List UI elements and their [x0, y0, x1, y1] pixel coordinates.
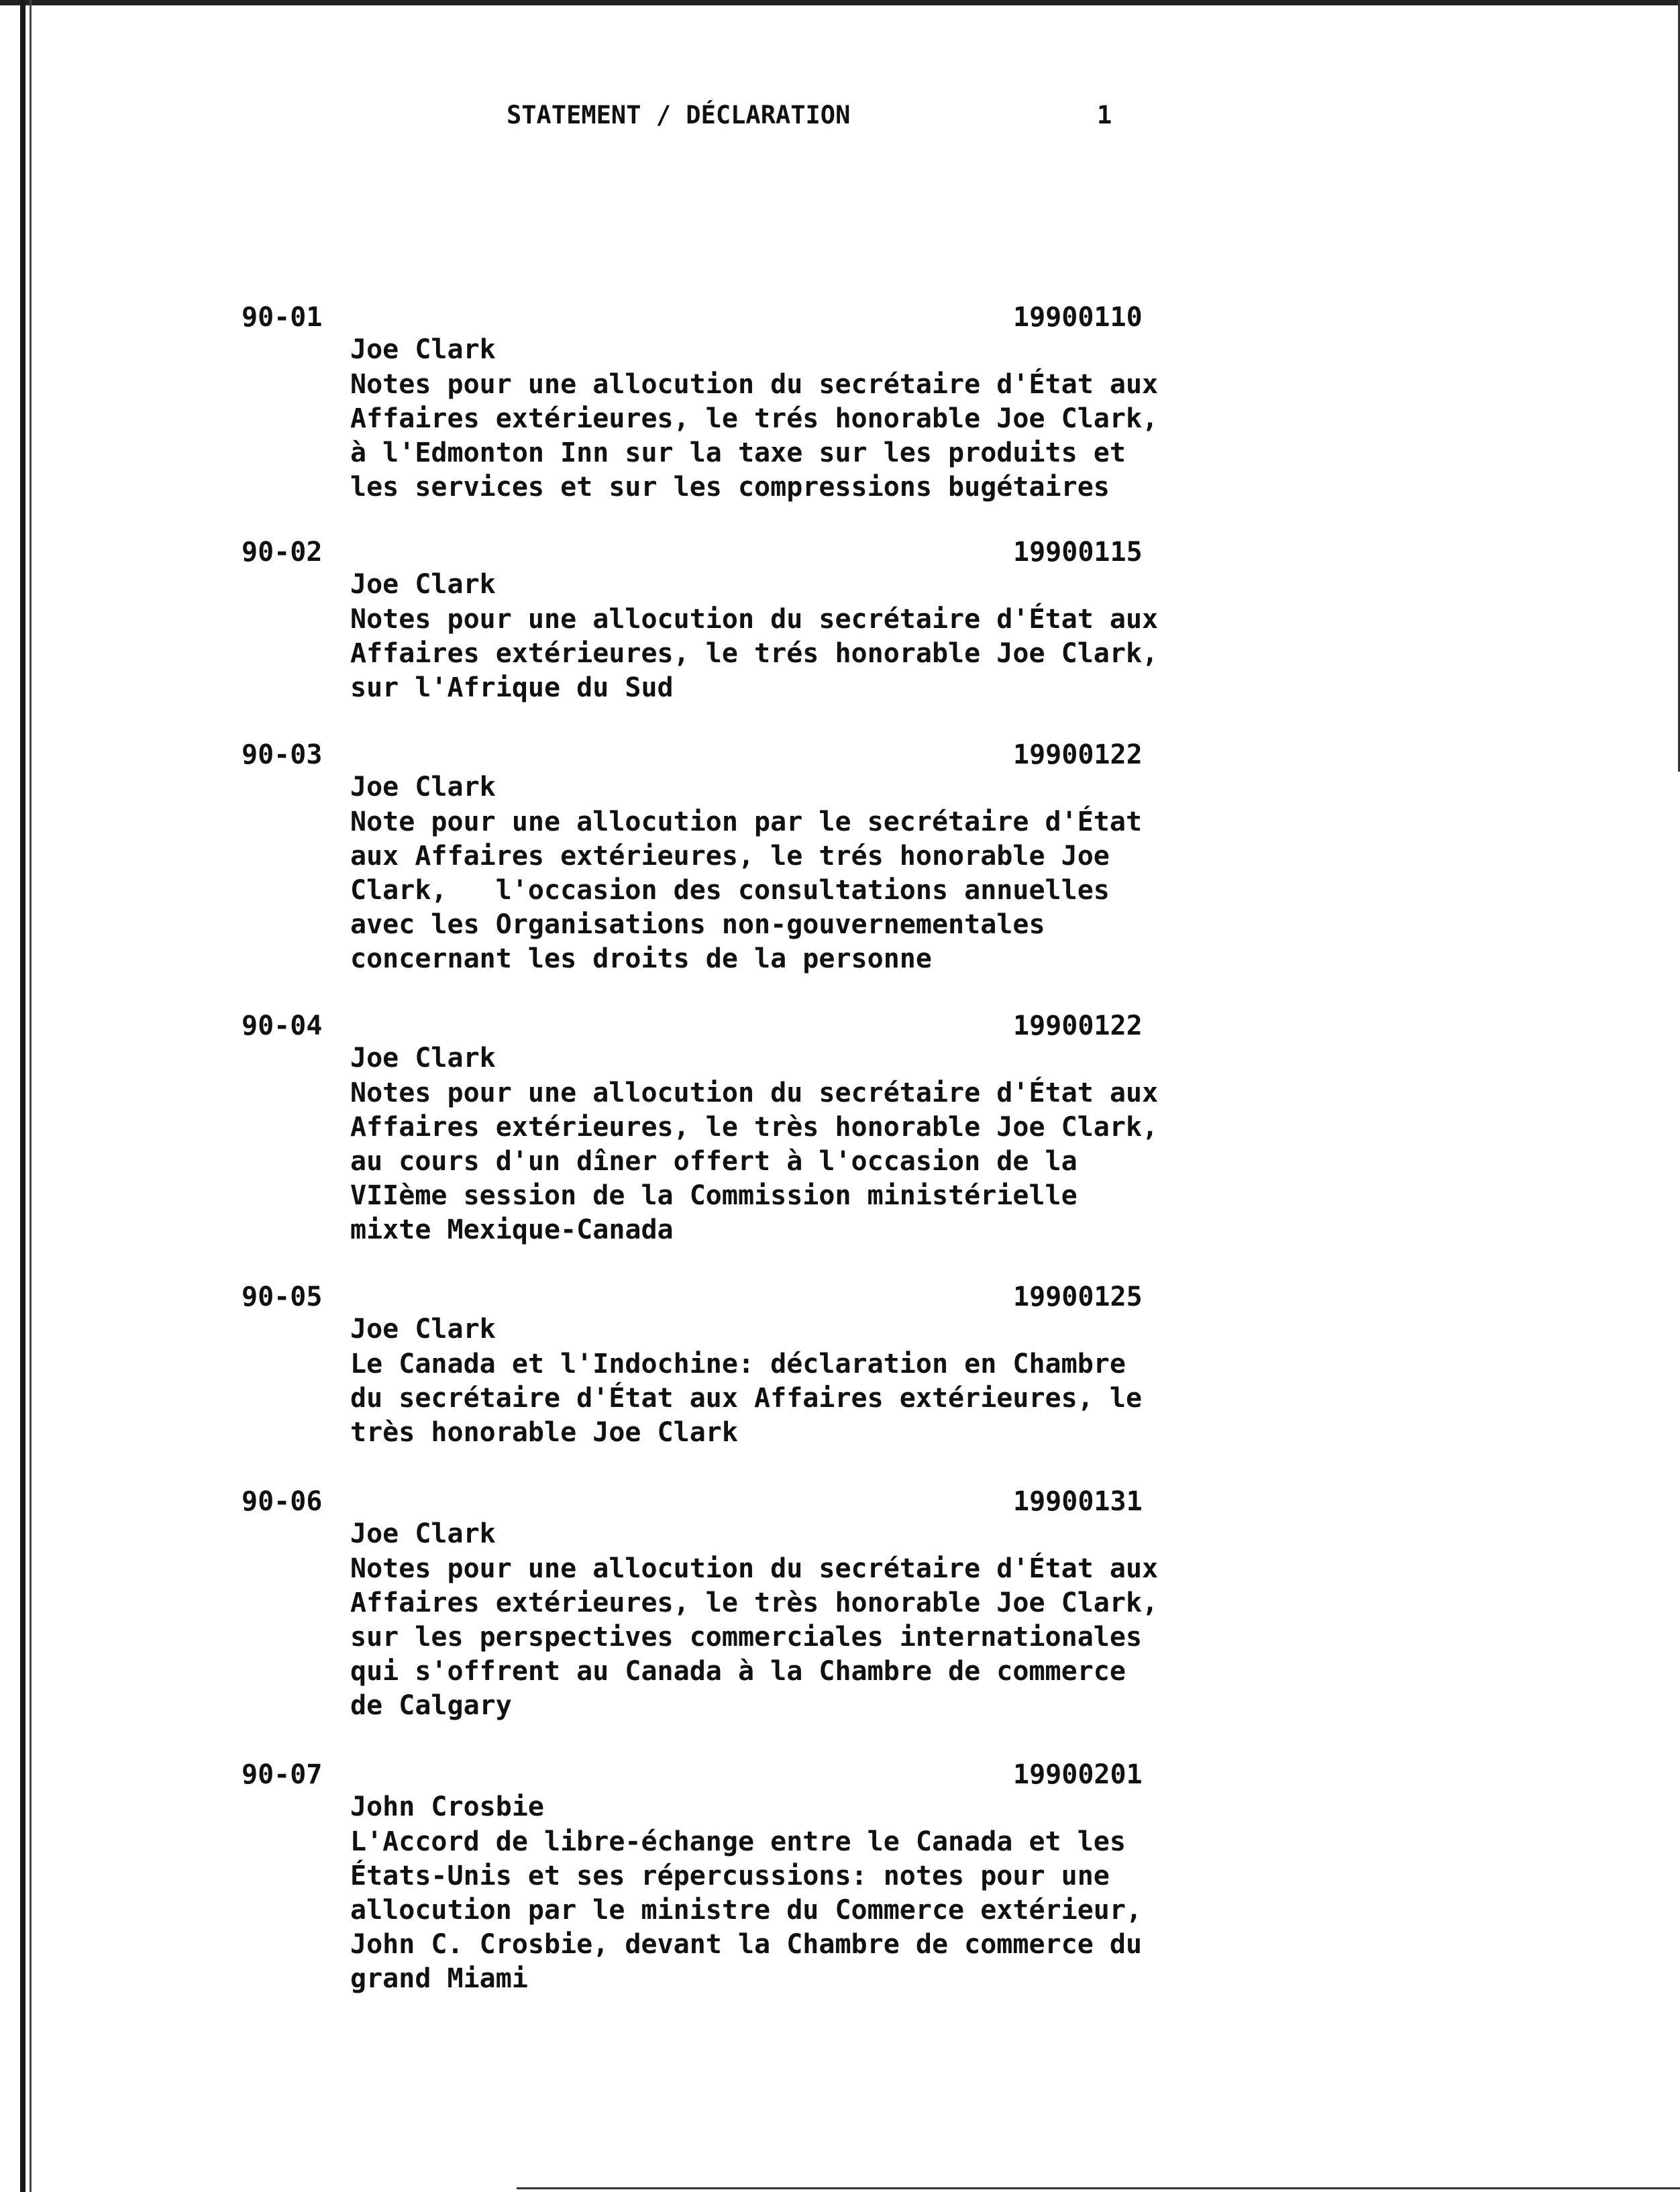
- entry-id: 90-03: [242, 739, 323, 770]
- entry-description: [350, 368, 1158, 505]
- entry-description-line: de Calgary: [350, 1690, 512, 1721]
- entry-description-line: du secrétaire d'État aux Affaires extérieures, le: [350, 1383, 1143, 1414]
- entry-id: 90-02: [242, 537, 323, 568]
- entry-description: [350, 1552, 1158, 1723]
- entry-description: [350, 1076, 1158, 1247]
- entry-description-line: aux Affaires extérieures, le trés honorable Joe: [350, 841, 1110, 872]
- entry-description-line: grand Miami: [350, 1963, 528, 1994]
- entry-description-line: John C. Crosbie, devant la Chambre de commerce du: [350, 1929, 1143, 1960]
- entry-author: Joe Clark: [350, 1518, 496, 1549]
- entry-description-line: avec les Organisations non-gouvernementales: [350, 909, 1045, 940]
- entry-description-line: Notes pour une allocution du secrétaire d'État aux: [350, 1553, 1159, 1584]
- entry-author: Joe Clark: [350, 772, 496, 802]
- entry-description-line: Notes pour une allocution du secrétaire d'État aux: [350, 369, 1159, 400]
- scan-border-top: [0, 0, 1680, 5]
- entry-author: John Crosbie: [350, 1791, 544, 1822]
- entry-date: 19900131: [1013, 1486, 1143, 1517]
- entry-description-line: qui s'offrent au Canada à la Chambre de commerce: [350, 1656, 1126, 1687]
- page-title: STATEMENT / DÉCLARATION: [507, 101, 851, 129]
- page-number: 1: [1097, 101, 1112, 129]
- entry-id: 90-01: [242, 302, 323, 333]
- entry-description-line: au cours d'un dîner offert à l'occasion de la: [350, 1146, 1078, 1177]
- entry-description-line: sur l'Afrique du Sud: [350, 672, 674, 703]
- entry-description-line: L'Accord de libre-échange entre le Canada et les: [350, 1826, 1126, 1857]
- entry-description-line: allocution par le ministre du Commerce extérieur,: [350, 1895, 1143, 1926]
- entry-description-line: États-Unis et ses répercussions: notes pour une: [350, 1861, 1110, 1891]
- entry-description-line: Affaires extérieures, le trés honorable Joe Clark,: [350, 403, 1159, 434]
- entry-id: 90-06: [242, 1486, 323, 1517]
- entry-author: Joe Clark: [350, 569, 496, 600]
- entry-description-line: Notes pour une allocution du secrétaire d'État aux: [350, 1078, 1159, 1108]
- entry-id: 90-04: [242, 1010, 323, 1041]
- entry-description: [350, 603, 1158, 705]
- entry-description-line: Note pour une allocution par le secrétaire d'État: [350, 806, 1143, 837]
- entry-description-line: mixte Mexique-Canada: [350, 1214, 674, 1245]
- scan-border-left: [20, 0, 25, 2192]
- entry-description-line: Le Canada et l'Indochine: déclaration en Chambre: [350, 1349, 1126, 1379]
- entry-description-line: Clark, l'occasion des consultations annuelles: [350, 875, 1110, 906]
- entry-description-line: très honorable Joe Clark: [350, 1417, 738, 1448]
- entry-date: 19900115: [1013, 537, 1143, 568]
- entry-date: 19900125: [1013, 1282, 1143, 1312]
- entry-id: 90-07: [242, 1759, 323, 1790]
- entry-description-line: sur les perspectives commerciales internationales: [350, 1622, 1143, 1653]
- entry-description-line: Notes pour une allocution du secrétaire d'État aux: [350, 604, 1159, 635]
- entry-description-line: concernant les droits de la personne: [350, 943, 932, 974]
- entry-date: 19900122: [1013, 739, 1143, 770]
- entry-description-line: Affaires extérieures, le très honorable Joe Clark,: [350, 1587, 1159, 1618]
- entry-description-line: VIIème session de la Commission ministérielle: [350, 1180, 1078, 1211]
- entry-description-line: à l'Edmonton Inn sur la taxe sur les produits et: [350, 437, 1126, 468]
- entry-description: [350, 1825, 1142, 1996]
- entry-id: 90-05: [242, 1282, 323, 1312]
- entry-date: 19900110: [1013, 302, 1143, 333]
- entry-description-line: les services et sur les compressions bugétaires: [350, 472, 1110, 503]
- entry-author: Joe Clark: [350, 334, 496, 365]
- entry-description-line: Affaires extérieures, le trés honorable Joe Clark,: [350, 638, 1159, 669]
- entry-author: Joe Clark: [350, 1043, 496, 1074]
- entry-description-line: Affaires extérieures, le très honorable Joe Clark,: [350, 1112, 1159, 1143]
- entry-date: 19900122: [1013, 1010, 1143, 1041]
- entry-description: [350, 1347, 1142, 1450]
- entry-date: 19900201: [1013, 1759, 1143, 1790]
- entry-description: [350, 805, 1142, 976]
- scan-border-left-inner: [30, 0, 32, 2192]
- scan-border-bottom: [517, 2187, 1680, 2189]
- entry-author: Joe Clark: [350, 1314, 496, 1345]
